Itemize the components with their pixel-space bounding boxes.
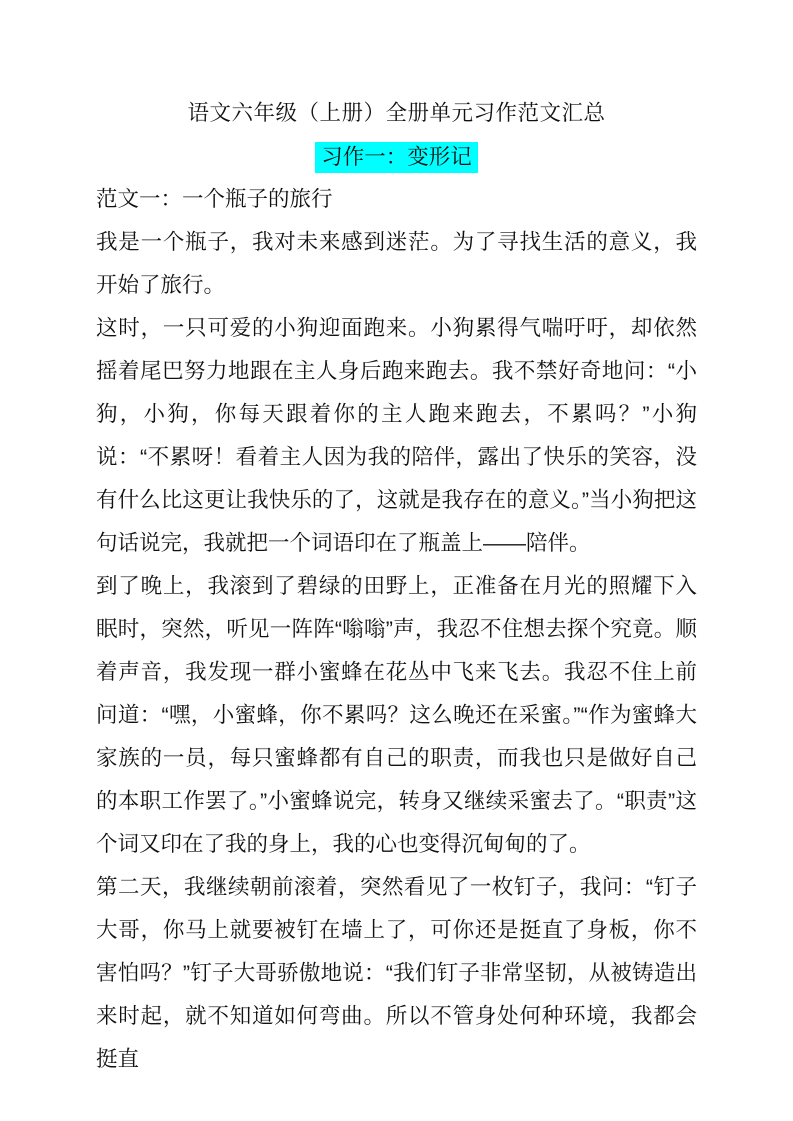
essay-title: 范文一：一个瓶子的旅行 — [96, 187, 333, 211]
paragraph-4: 第二天，我继续朝前滚着，突然看见了一枚钉子，我问：“钉子大哥，你马上就要被钉在墙上了，可你还是挺直了身板，你不害怕吗？”钉子大哥骄傲地说：“我们钉子非常坚韧，从被铸造出来时起，就不知道如何弯曲。所以不管身处何种环境，我都会挺直 — [96, 875, 697, 1071]
section-heading-line — [96, 135, 697, 178]
paragraph-1: 我是一个瓶子，我对未来感到迷茫。为了寻找生活的意义，我开始了旅行。 — [96, 230, 697, 297]
section-heading-highlight: 习作一：变形记 — [315, 142, 478, 173]
paragraph-2: 这时，一只可爱的小狗迎面跑来。小狗累得气喘吁吁，却依然摇着尾巴努力地跟在主人身后跑来跑去。我不禁好奇地问：“小狗，小狗，你每天跟着你的主人跑来跑去，不累吗？”小狗说：“不累呀！看着主人因为我的陪伴，露出了快乐的笑容，没有什么比这更让我快乐的了，这就是我存在的意义。”当小狗把这句话说完，我就把一个词语印在了瓶盖上——陪伴。 — [96, 316, 697, 555]
paragraph-3: 到了晚上，我滚到了碧绿的田野上，正准备在月光的照耀下入眠时，突然，听见一阵阵“嗡嗡”声，我忍不住想去探个究竟。顺着声音，我发现一群小蜜蜂在花丛中飞来飞去。我忍不住上前问道：“嘿，小蜜蜂，你不累吗？这么晚还在采蜜。”“作为蜜蜂大家族的一员，每只蜜蜂都有自己的职责，而我也只是做好自己的本职工作罢了。”小蜜蜂说完，转身又继续采蜜去了。“职责”这个词又印在了我的身上，我的心也变得沉甸甸的了。 — [96, 574, 697, 856]
document-title: 语文六年级（上册）全册单元习作范文汇总 — [187, 101, 606, 125]
